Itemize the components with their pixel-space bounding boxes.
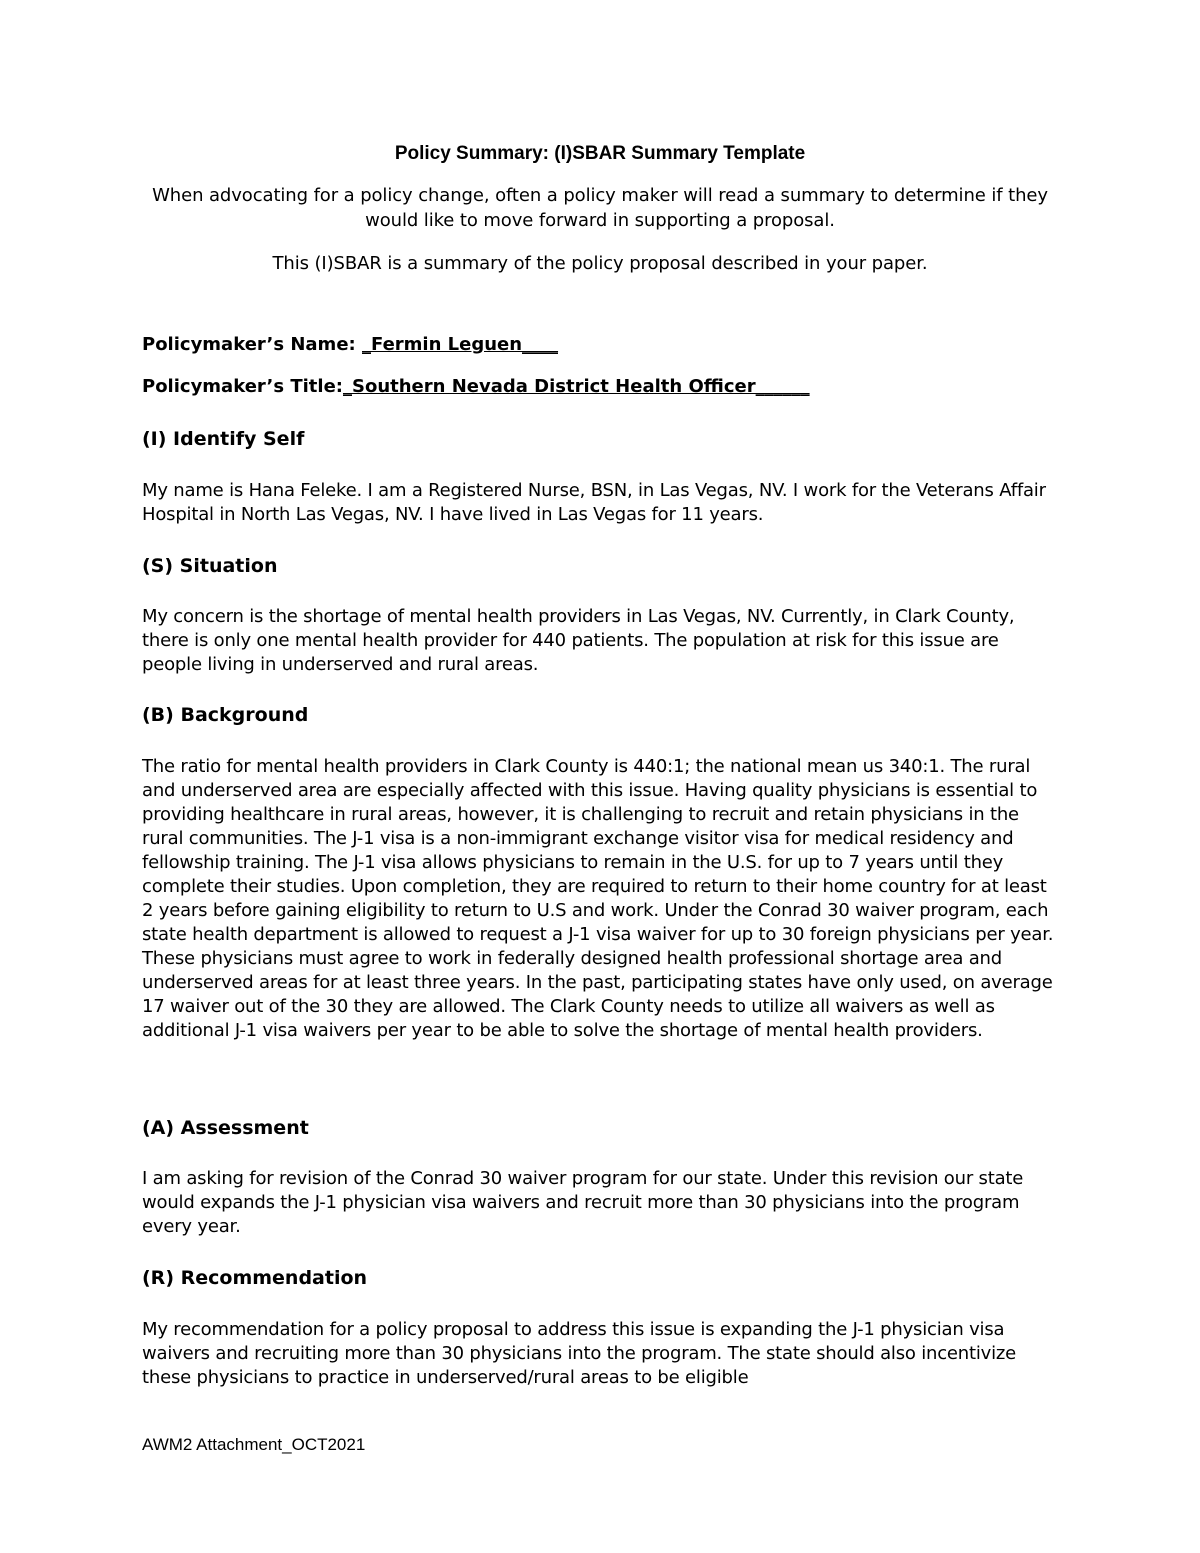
policymaker-name-field	[142, 333, 558, 357]
section-heading-recommendation: (R) Recommendation	[142, 1267, 368, 1289]
policymaker-name-value: _Fermin Leguen____	[362, 334, 559, 355]
section-heading-identify: (I) Identify Self	[142, 428, 305, 450]
section-body-assessment: I am asking for revision of the Conrad 30 waiver program for our state. Under this revision our state would expands the J-1 physician visa waivers and recruit more than 30 physicians into the program every year.	[142, 1168, 1024, 1237]
policymaker-title-field	[142, 375, 810, 399]
section-heading-background: (B) Background	[142, 704, 309, 726]
intro-paragraph: When advocating for a policy change, often a policy maker will read a summary to determine if they would like to move forward in supporting a proposal.	[152, 185, 1048, 231]
section-heading-situation: (S) Situation	[142, 555, 278, 577]
policymaker-title-label: Policymaker’s Title:	[142, 376, 343, 397]
section-heading-assessment: (A) Assessment	[142, 1117, 309, 1139]
document-title: Policy Summary: (I)SBAR Summary Template	[394, 143, 806, 164]
page-footer: AWM2 Attachment_OCT2021	[142, 1435, 366, 1454]
section-body-recommendation: My recommendation for a policy proposal to address this issue is expanding the J-1 physician visa waivers and recruiting more than 30 physicians into the program. The state should also incentivize these physicians to practice in underserved/rural areas to be eligible	[142, 1319, 1017, 1388]
section-body-identify: My name is Hana Feleke. I am a Registered Nurse, BSN, in Las Vegas, NV. I work for the Veterans Affair Hospital in North Las Vegas, NV. I have lived in Las Vegas for 11 years.	[142, 480, 1046, 525]
section-body-background: The ratio for mental health providers in Clark County is 440:1; the national mean us 340:1. The rural and underserved area are especially affected with this issue. Having quality physicians is essential to providing healthcare in rural areas, however, it is challenging to recruit and retain physicians in the rural communities. The J-1 visa is a non-immigrant exchange visitor visa for medical residency and fellowship training. The J-1 visa allows physicians to remain in the U.S. for up to 7 years until they complete their studies. Upon completion, they are required to return to their home country for at least 2 years before gaining eligibility to return to U.S and work. Under the Conrad 30 waiver program, each state health department is allowed to request a J-1 visa waiver for up to 30 foreign physicians per year. These physicians must agree to work in federally designed health professional shortage area and underserved areas for at least three years. In the past, participating states have only used, on average 17 waiver out of the 30 they are allowed. The Clark County needs to utilize all waivers as well as additional J-1 visa waivers per year to be able to solve the shortage of mental health providers.	[142, 756, 1054, 1041]
section-body-situation: My concern is the shortage of mental health providers in Las Vegas, NV. Currently, in Clark County, there is only one mental health provider for 440 patients. The population at risk for this issue are people living in underserved and rural areas.	[142, 606, 1015, 675]
policymaker-name-label: Policymaker’s Name:	[142, 334, 362, 355]
intro-note: This (I)SBAR is a summary of the policy proposal described in your paper.	[272, 253, 928, 274]
policymaker-title-value: _Southern Nevada District Health Officer______	[342, 376, 810, 397]
